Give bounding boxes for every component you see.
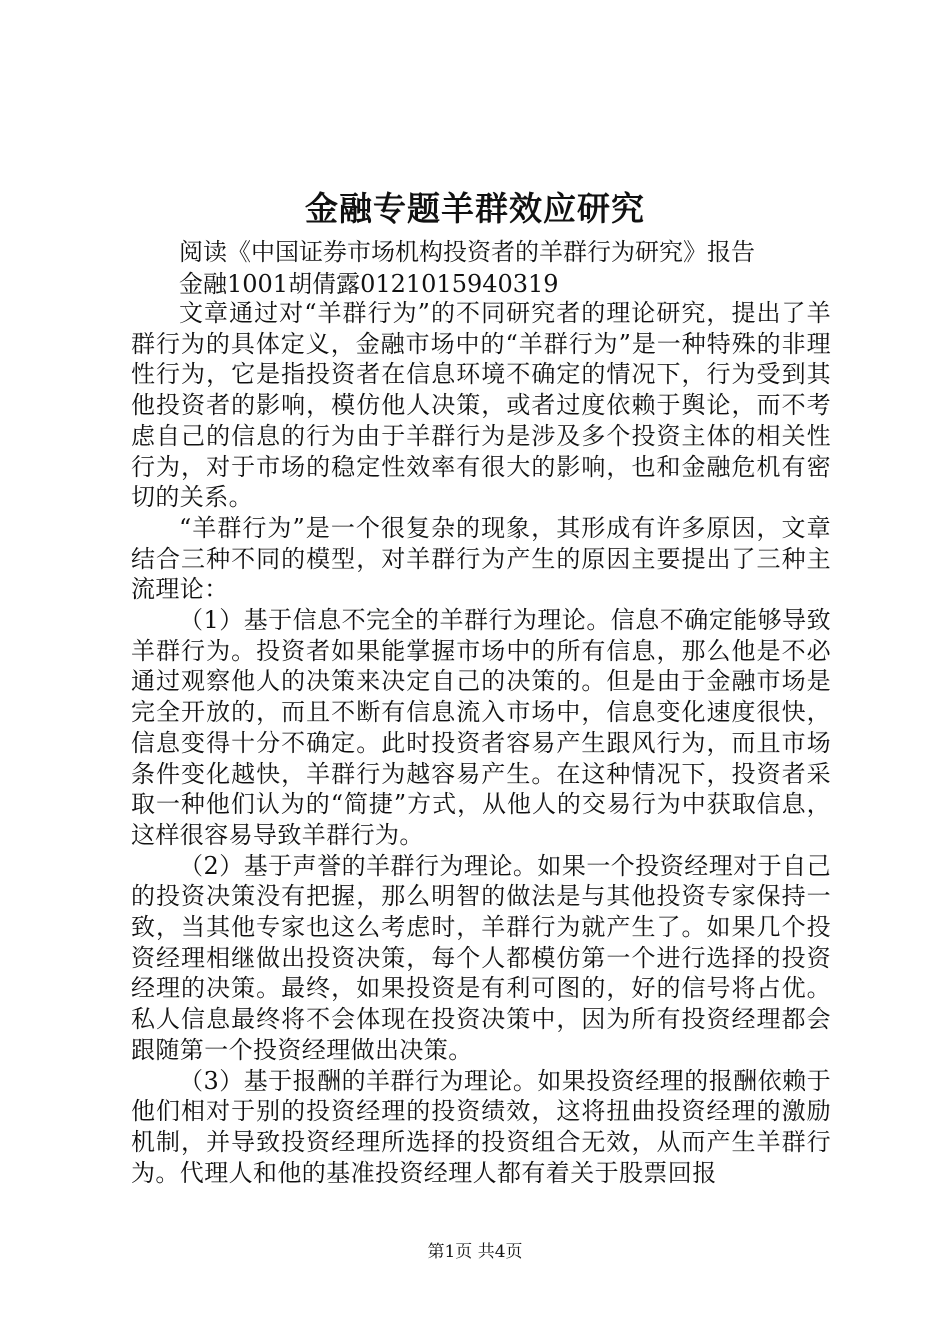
paragraph-intro: 文章通过对“羊群行为”的不同研究者的理论研究，提出了羊群行为的具体定义，金融市场中的“羊群行为”是一种特殊的非理性行为，它是指投资者在信息环境不确定的情况下，行为受到其他投资者的影响，模仿他人决策，或者过度依赖于舆论，而不考虑自己的信息的行为由于羊群行为是涉及多个投资主体的相关性行为，对于市场的稳定性效率有很大的影响，也和金融危机有密切的关系。 — [131, 299, 831, 512]
author-line: 金融1001胡倩露0121015940319 — [179, 270, 559, 298]
document-subtitle: 阅读《中国证券市场机构投资者的羊群行为研究》报告 — [179, 238, 755, 266]
document-title: 金融专题羊群效应研究 — [305, 189, 645, 228]
paragraph-theory-1: （1）基于信息不完全的羊群行为理论。信息不确定能够导致羊群行为。投资者如果能掌握市场中的所有信息，那么他是不必通过观察他人的决策来决定自己的决策的。但是由于金融市场是完全开放的，而且不断有信息流入市场中，信息变化速度很快，信息变得十分不确定。此时投资者容易产生跟风行为，而且市场条件变化越快，羊群行为越容易产生。在这种情况下，投资者采取一种他们认为的“简捷”方式，从他人的交易行为中获取信息，这样很容易导致羊群行为。 — [131, 606, 831, 849]
paragraph-theory-2: （2）基于声誉的羊群行为理论。如果一个投资经理对于自己的投资决策没有把握，那么明智的做法是与其他投资专家保持一致，当其他专家也这么考虑时，羊群行为就产生了。如果几个投资经理相继做出投资决策，每个人都模仿第一个进行选择的投资经理的决策。最终，如果投资是有利可图的，好的信号将占优。私人信息最终将不会体现在投资决策中，因为所有投资经理都会跟随第一个投资经理做出决策。 — [131, 851, 831, 1064]
paragraph-theory-3: （3）基于报酬的羊群行为理论。如果投资经理的报酬依赖于他们相对于别的投资经理的投资绩效，这将扭曲投资经理的激励机制，并导致投资经理所选择的投资组合无效，从而产生羊群行为。代理人和他的基准投资经理人都有着关于股票回报 — [131, 1066, 831, 1187]
page-number-footer: 第1页 共4页 — [427, 1242, 523, 1262]
paragraph-causes: “羊群行为”是一个很复杂的现象，其形成有许多原因，文章结合三种不同的模型，对羊群行为产生的原因主要提出了三种主流理论： — [131, 513, 831, 604]
document-body — [131, 298, 831, 1188]
